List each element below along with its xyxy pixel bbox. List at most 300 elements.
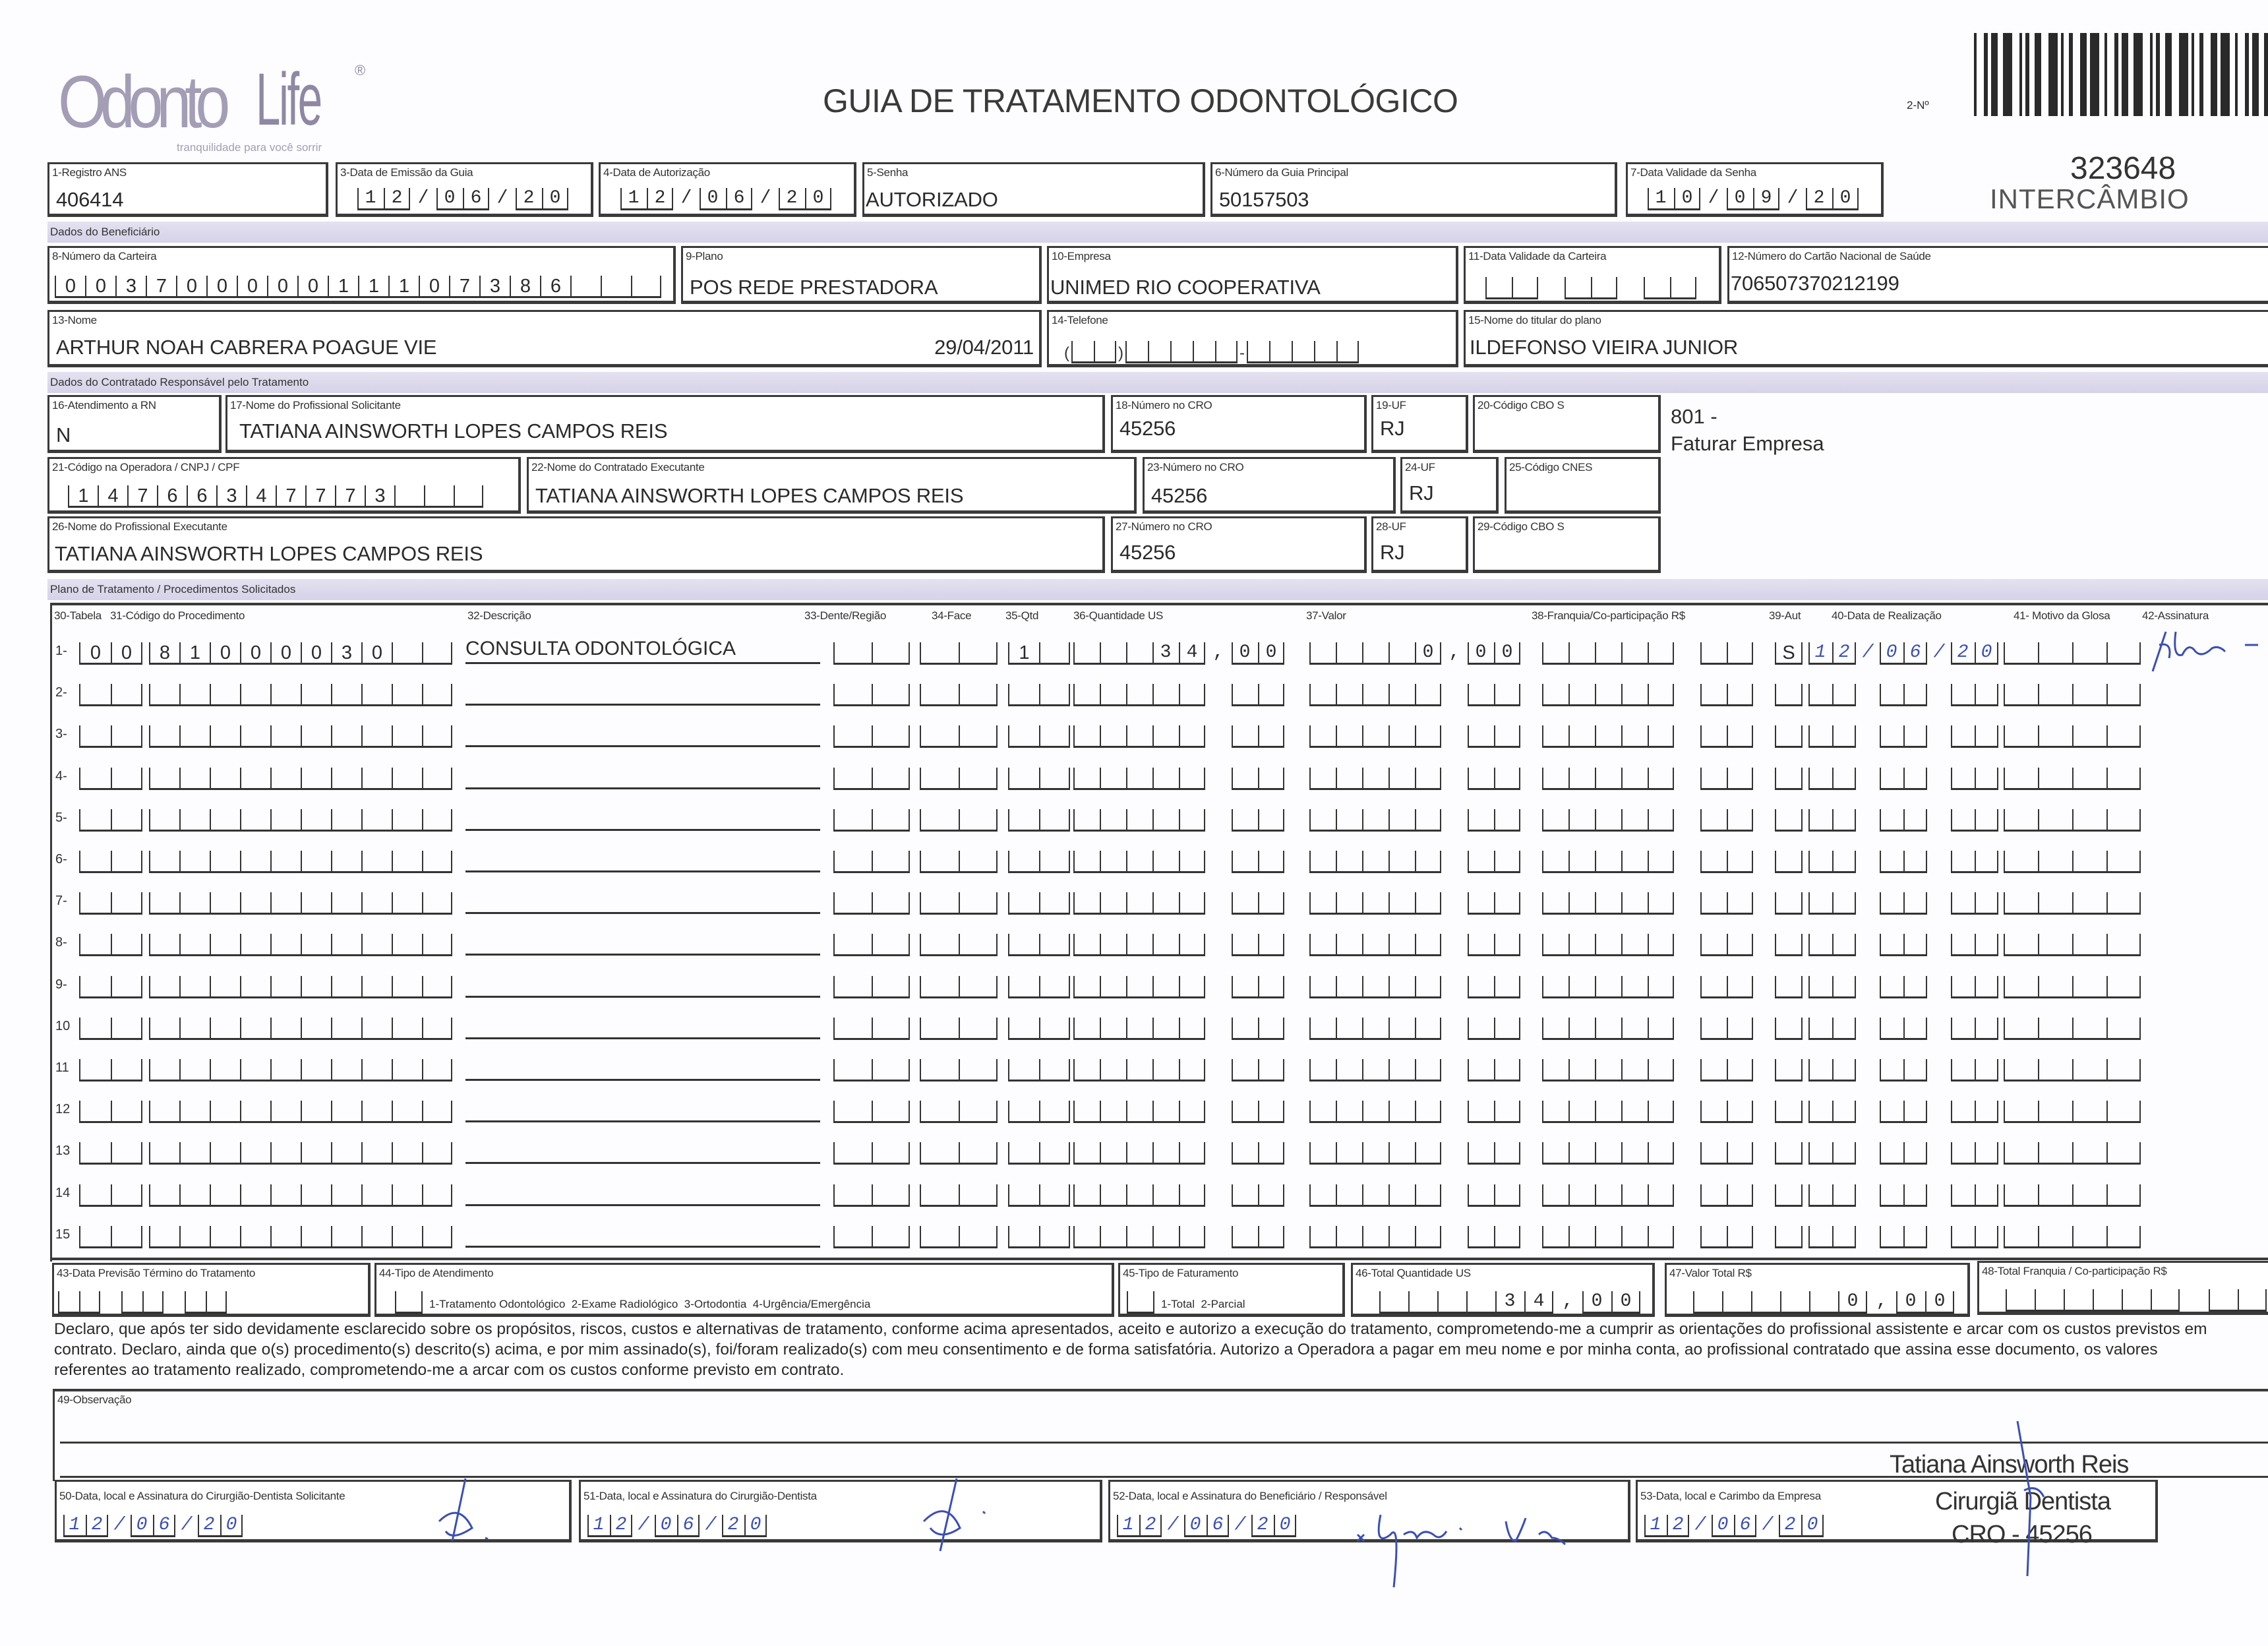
- comb-cell: [1232, 1018, 1258, 1040]
- comb-cell: [2106, 1018, 2141, 1040]
- field-cro-solicitante: [1111, 395, 1367, 453]
- comb-cell: [301, 1018, 331, 1040]
- comb-separator: [1927, 725, 1951, 748]
- barcode-bar: [2235, 33, 2238, 116]
- comb-cell: [1903, 1184, 1927, 1207]
- comb-cell: [1621, 768, 1648, 790]
- comb-cell: [1073, 851, 1100, 873]
- comb-cell: [361, 976, 392, 998]
- comb-cell: [2004, 642, 2038, 665]
- field-empresa: [1047, 246, 1458, 304]
- cell-face: [920, 638, 998, 665]
- comb-cell: [1073, 1018, 1100, 1040]
- cell-face: [920, 1138, 998, 1165]
- comb-cell: [1388, 1184, 1415, 1207]
- comb-cell: [1362, 809, 1388, 832]
- comb-cell: [111, 1184, 142, 1207]
- comb-cell: [331, 768, 361, 790]
- comb-value: 12/06/20: [593, 1515, 773, 1535]
- row-number: 8-: [55, 935, 67, 950]
- cell-qtd: [1008, 1180, 1070, 1207]
- comb-cell: [920, 642, 959, 665]
- comb-separator: [1856, 934, 1880, 956]
- comb-cell: 0: [206, 276, 237, 298]
- comb-cell: [1468, 1018, 1494, 1040]
- comb-cell: [79, 1184, 111, 1207]
- comb-cell: [1832, 892, 1856, 915]
- comb-cell: [392, 892, 422, 915]
- comb-cell: [1542, 934, 1568, 956]
- comb-cell: [1100, 1018, 1126, 1040]
- comb-cell: 1: [1008, 642, 1039, 665]
- cell-qtd: [1008, 1097, 1070, 1123]
- comb-cell: 7: [146, 276, 176, 298]
- comb-cell: [361, 1018, 392, 1040]
- note-faturar: Faturar Empresa: [1671, 432, 1824, 455]
- date-comb: [1117, 1511, 1302, 1537]
- comb-cell: [1309, 642, 1336, 665]
- comb-cell: [1258, 1142, 1284, 1165]
- comb-cell: [1152, 976, 1179, 998]
- comb-cell: [872, 1142, 910, 1165]
- comb-cell: 6: [540, 276, 570, 298]
- barcode-bar: [2025, 33, 2029, 116]
- field-label: 29-Código CBO S: [1477, 520, 1565, 533]
- comb-separator: [164, 1291, 185, 1314]
- comb-cell: [959, 684, 998, 706]
- cell-glosa: [2004, 638, 2141, 665]
- comb-separator: [1674, 809, 1700, 832]
- comb-cell: [1466, 1291, 1495, 1314]
- comb-cell: [1258, 892, 1284, 915]
- cell-tabela: [79, 721, 142, 748]
- comb-separator: [1674, 1184, 1700, 1207]
- comb-cell: [79, 1291, 100, 1314]
- comb-cell: [1775, 892, 1803, 915]
- field-label: 50-Data, local e Assinatura do Cirurgião-Dentista Solicitante: [59, 1490, 345, 1502]
- field-label: 13-Nome: [52, 314, 97, 326]
- field-value: RJ: [1409, 481, 1434, 504]
- comb-cell: [1648, 1226, 1674, 1248]
- comb-cell: [111, 1142, 142, 1165]
- comb-cell: [79, 1059, 111, 1082]
- comb-cell: [331, 1018, 361, 1040]
- comb-cell: [2072, 934, 2106, 956]
- comb-cell: [1039, 725, 1070, 748]
- cell-data: [1808, 638, 2005, 665]
- tipo-faturamento-comb: [1127, 1287, 1154, 1314]
- comb-cell: [1568, 725, 1595, 748]
- comb-cell: [1832, 1059, 1856, 1082]
- comb-separator: [1856, 684, 1880, 706]
- field-label: 24-UF: [1405, 461, 1435, 473]
- comb-cell: [1951, 851, 1975, 873]
- comb-cell: [1008, 976, 1039, 998]
- cell-aut: [1775, 680, 1803, 706]
- comb-cell: [1727, 1184, 1753, 1207]
- comb-cell: [1975, 684, 1998, 706]
- cell-qtd: [1008, 1055, 1070, 1082]
- cell-aut: [1775, 1055, 1803, 1082]
- field-label: 44-Tipo de Atendimento: [379, 1267, 494, 1279]
- comb-value: 34,00: [1504, 1291, 1650, 1312]
- comb-cell: [301, 1184, 331, 1207]
- cell-qtd-us: [1073, 1222, 1284, 1248]
- field-label: 45-Tipo de Faturamento: [1123, 1267, 1239, 1279]
- comb-cell: [270, 1184, 301, 1207]
- comb-cell: [1008, 892, 1039, 915]
- cell-glosa: [2004, 1055, 2141, 1082]
- comb-cell: [331, 1059, 361, 1082]
- comb-cell: [1595, 684, 1621, 706]
- cell-descricao: [465, 1012, 820, 1039]
- comb-cell: [872, 642, 910, 665]
- comb-cell: [422, 684, 452, 706]
- comb-separator: [1205, 1101, 1232, 1123]
- cell-dente: [833, 847, 910, 873]
- comb-cell: [1039, 1101, 1070, 1123]
- comb-cell: [1362, 976, 1388, 998]
- comb-cell: [1595, 1059, 1621, 1082]
- comb-cell: [1485, 277, 1512, 299]
- comb-separator: [1441, 1184, 1468, 1207]
- cell-valor: [1309, 847, 1520, 873]
- field-value: RJ: [1380, 417, 1405, 440]
- field-data-emissao: [336, 162, 593, 217]
- comb-cell: [1903, 725, 1927, 748]
- comb-cell: [2106, 892, 2141, 915]
- comb-cell: [1258, 1059, 1284, 1082]
- comb-cell: [2106, 684, 2141, 706]
- row-number: 15: [55, 1227, 71, 1242]
- comb-cell: [1415, 1226, 1441, 1248]
- comb-cell: [833, 892, 872, 915]
- comb-cell: [959, 1101, 998, 1123]
- comb-separator: [1856, 768, 1880, 790]
- field-value: POS REDE PRESTADORA: [690, 276, 938, 299]
- comb-cell: [1951, 1101, 1975, 1123]
- comb-cell: [1595, 725, 1621, 748]
- comb-cell: [959, 725, 998, 748]
- comb-cell: [1494, 1018, 1520, 1040]
- field-label: 20-Código CBO S: [1477, 399, 1565, 412]
- comb-cell: [149, 1184, 179, 1207]
- comb-cell: [1336, 892, 1362, 915]
- col-qtd: 35-Qtd: [1005, 609, 1039, 622]
- comb-cell: [1951, 768, 1975, 790]
- comb-cell: [210, 1059, 240, 1082]
- row-number: 10: [55, 1018, 71, 1033]
- comb-cell: [920, 684, 959, 706]
- comb-separator: [1856, 976, 1880, 998]
- comb-separator: [1205, 684, 1232, 706]
- field-value: 45256: [1151, 484, 1208, 507]
- cell-glosa: [2004, 805, 2141, 832]
- comb-separator: [1205, 976, 1232, 998]
- comb-cell: [1179, 1142, 1205, 1165]
- comb-cell: [422, 851, 452, 873]
- comb-cell: [1808, 684, 1832, 706]
- comb-cell: [270, 851, 301, 873]
- barcode-bar: [2245, 33, 2249, 116]
- comb-cell: [179, 892, 210, 915]
- comb-separator: [1441, 1059, 1468, 1082]
- comb-cell: [1727, 725, 1753, 748]
- comb-cell: [2006, 1289, 2035, 1312]
- comb-cell: [331, 1101, 361, 1123]
- comb-cell: 0: [419, 276, 449, 298]
- comb-cell: [1832, 1226, 1856, 1248]
- intercambio-stamp: INTERCÂMBIO: [1990, 183, 2190, 214]
- cell-valor: [1309, 638, 1528, 665]
- comb-cell: [301, 892, 331, 915]
- comb-cell: [1100, 892, 1126, 915]
- cell-codigo: [149, 680, 452, 706]
- comb-cell: [1152, 851, 1179, 873]
- comb-cell: [1232, 725, 1258, 748]
- comb-cell: [179, 851, 210, 873]
- comb-cell: [1808, 1018, 1832, 1040]
- comb-cell: [1808, 851, 1832, 873]
- comb-cell: [1008, 851, 1039, 873]
- comb-cell: [1100, 1226, 1126, 1248]
- comb-cell: [1595, 1018, 1621, 1040]
- cell-face: [920, 972, 998, 998]
- comb-cell: S: [1775, 642, 1803, 665]
- field-cro-executante: [1143, 457, 1396, 514]
- comb-cell: [872, 934, 910, 956]
- comb-cell: [1039, 934, 1070, 956]
- comb-cell: [1808, 768, 1832, 790]
- comb-cell: [210, 1018, 240, 1040]
- cell-data: [1808, 888, 1998, 915]
- comb-cell: [1100, 1101, 1126, 1123]
- comb-cell: [1336, 1101, 1362, 1123]
- cell-franquia: [1542, 930, 1753, 956]
- cell-descricao: CONSULTA ODONTOLÓGICA: [465, 637, 820, 664]
- comb-cell: [1258, 976, 1284, 998]
- comb-value: 12/06/20: [69, 1515, 249, 1535]
- field-executante: [527, 457, 1137, 514]
- comb-cell: [210, 851, 240, 873]
- comb-cell: [1125, 341, 1148, 363]
- comb-cell: [1415, 1018, 1441, 1040]
- phone-comb: [1062, 337, 1359, 363]
- comb-separator: ): [1118, 344, 1123, 362]
- cell-dente: [833, 764, 910, 790]
- cell-aut: [1775, 930, 1803, 956]
- cell-glosa: [2004, 1138, 2141, 1165]
- comb-cell: [2038, 1059, 2072, 1082]
- cell-dente: [833, 1097, 910, 1123]
- row-number: 5-: [55, 810, 67, 825]
- comb-cell: [1808, 725, 1832, 748]
- comb-separator: [1674, 934, 1700, 956]
- field-value: 706507370212199: [1731, 272, 1899, 295]
- comb-cell: [1247, 341, 1269, 363]
- cell-qtd-us: [1073, 1014, 1284, 1040]
- comb-cell: [392, 1018, 422, 1040]
- cell-franquia: [1542, 1222, 1753, 1248]
- field-uf-solicitante: [1371, 395, 1468, 453]
- cell-qtd: [1008, 680, 1070, 706]
- comb-cell: [920, 768, 959, 790]
- field-uf-profissional: [1371, 516, 1468, 573]
- comb-cell: [1232, 976, 1258, 998]
- page-title: GUIA DE TRATAMENTO ODONTOLÓGICO: [823, 82, 1458, 119]
- date-comb: [587, 1511, 773, 1537]
- row-number: 11: [55, 1060, 69, 1075]
- comb-cell: [1179, 684, 1205, 706]
- comb-cell: [1880, 1184, 1903, 1207]
- barcode-bar: [2035, 33, 2041, 116]
- comb-cell: [1494, 851, 1520, 873]
- comb-cell: [2072, 684, 2106, 706]
- comb-cell: [210, 934, 240, 956]
- comb-cell: [210, 1142, 240, 1165]
- comb-cell: [210, 768, 240, 790]
- comb-separator: [1205, 1184, 1232, 1207]
- comb-cell: [1727, 1101, 1753, 1123]
- comb-cell: [1880, 768, 1903, 790]
- comb-separator: [1674, 976, 1700, 998]
- comb-cell: [2038, 1101, 2072, 1123]
- comb-cell: [920, 1101, 959, 1123]
- cell-descricao: [465, 1221, 820, 1248]
- comb-cell: [1595, 642, 1621, 665]
- comb-cell: [149, 976, 179, 998]
- comb-value: 12/06/20: [628, 188, 839, 208]
- comb-cell: [1100, 1059, 1126, 1082]
- comb-cell: [1494, 1226, 1520, 1248]
- comb-cell: [1700, 1101, 1727, 1123]
- comb-cell: [833, 809, 872, 832]
- comb-cell: [111, 768, 142, 790]
- comb-cell: [1388, 1226, 1415, 1248]
- comb-separator: [1927, 1226, 1951, 1248]
- comb-cell: [1126, 1226, 1152, 1248]
- barcode-bar: [2211, 33, 2217, 116]
- comb-cell: [1621, 684, 1648, 706]
- comb-cell: [149, 1059, 179, 1082]
- comb-cell: [872, 768, 910, 790]
- comb-cell: [1362, 851, 1388, 873]
- comb-cell: [1808, 934, 1832, 956]
- comb-separator: [1441, 1018, 1468, 1040]
- comb-cell: 1: [388, 276, 419, 298]
- barcode-bar: [2080, 33, 2087, 116]
- comb-cell: [111, 892, 142, 915]
- comb-cell: [1693, 1291, 1722, 1314]
- comb-cell: [1468, 934, 1494, 956]
- field-assinatura-solicitante: [55, 1480, 572, 1542]
- comb-cell: [872, 1018, 910, 1040]
- comb-separator: [1856, 1018, 1880, 1040]
- signature: [426, 1475, 518, 1554]
- comb-cell: [1648, 1142, 1674, 1165]
- cell-franquia: [1542, 888, 1753, 915]
- comb-cell: [1727, 934, 1753, 956]
- comb-cell: [1951, 976, 1975, 998]
- cell-face: [920, 930, 998, 956]
- field-label: 17-Nome do Profissional Solicitante: [230, 399, 401, 412]
- comb-cell: [1039, 809, 1070, 832]
- field-label: 12-Número do Cartão Nacional de Saúde: [1732, 250, 1931, 262]
- comb-cell: [210, 1226, 240, 1248]
- comb-cell: [2106, 1101, 2141, 1123]
- field-label: 46-Total Quantidade US: [1356, 1267, 1471, 1279]
- comb-cell: [1494, 934, 1520, 956]
- field-label: 11-Data Validade da Carteira: [1468, 250, 1607, 262]
- field-label: 49-Observação: [57, 1393, 132, 1406]
- comb-cell: [1621, 1226, 1648, 1248]
- comb-cell: [361, 1059, 392, 1082]
- comb-cell: 0: [111, 642, 142, 665]
- cell-qtd: [1008, 1014, 1070, 1040]
- cell-franquia: [1542, 680, 1753, 706]
- comb-cell: [1700, 1018, 1727, 1040]
- logo-odonto: Odonto: [58, 61, 224, 143]
- comb-cell: 7: [276, 485, 305, 508]
- comb-cell: [1468, 725, 1494, 748]
- comb-cell: [1336, 934, 1362, 956]
- field-label: 52-Data, local e Assinatura do Beneficiário / Responsável: [1113, 1490, 1387, 1502]
- field-valor-total: [1665, 1263, 1970, 1317]
- cell-codigo: [149, 764, 452, 790]
- logo-registered: ®: [355, 62, 366, 78]
- comb-cell: [1568, 934, 1595, 956]
- comb-cell: [1542, 892, 1568, 915]
- comb-cell: [1258, 851, 1284, 873]
- cell-codigo: [149, 805, 452, 832]
- comb-cell: [1700, 809, 1727, 832]
- comb-cell: [1700, 768, 1727, 790]
- field-guia-principal: [1210, 162, 1617, 217]
- comb-cell: [149, 725, 179, 748]
- comb-cell: [1232, 1184, 1258, 1207]
- comb-cell: 3: [216, 485, 246, 508]
- cell-codigo: [149, 1097, 452, 1123]
- comb-cell: [833, 851, 872, 873]
- comb-cell: [1008, 1059, 1039, 1082]
- cell-franquia: [1542, 1055, 1753, 1082]
- cell-glosa: [2004, 930, 2141, 956]
- comb-separator: [1856, 1101, 1880, 1123]
- comb-cell: [2072, 976, 2106, 998]
- comb-cell: [2004, 684, 2038, 706]
- cell-aut: [1775, 805, 1803, 832]
- comb-cell: [1595, 1184, 1621, 1207]
- comb-cell: [270, 684, 301, 706]
- barcode-bar: [2019, 33, 2022, 116]
- comb-cell: [1126, 1142, 1152, 1165]
- field-uf-executante: [1400, 457, 1499, 514]
- comb-cell: [1595, 976, 1621, 998]
- comb-cell: [1903, 768, 1927, 790]
- comb-cell: [1039, 1226, 1070, 1248]
- comb-cell: [1648, 892, 1674, 915]
- barcode-bar: [2165, 33, 2172, 116]
- comb-cell: [2038, 1184, 2072, 1207]
- comb-separator: [1441, 684, 1468, 706]
- comb-cell: [1073, 809, 1100, 832]
- cell-qtd: [1008, 847, 1070, 873]
- comb-cell: [872, 1059, 910, 1082]
- comb-cell: [361, 725, 392, 748]
- barcode-bar: [2069, 33, 2073, 116]
- comb-cell: [1179, 725, 1205, 748]
- comb-cell: [833, 684, 872, 706]
